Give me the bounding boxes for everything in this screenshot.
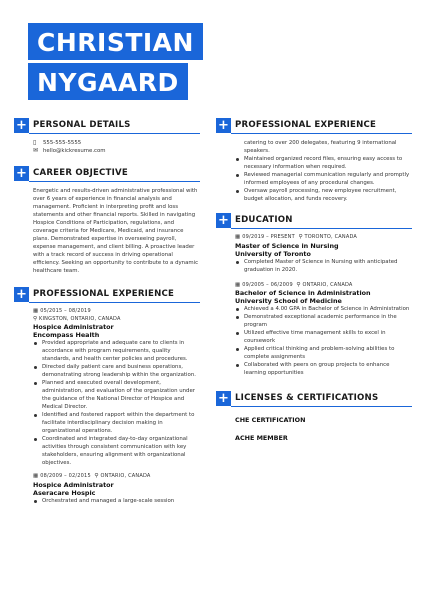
- edu-school: University School of Medicine: [235, 297, 342, 305]
- list-item: Coordinated and integrated day-to-day organizational activities through consistent communication with key stakeholders, ensuring alignment with organizational objectives.: [33, 435, 200, 467]
- section-career-objective: [14, 166, 200, 182]
- plus-icon: +: [216, 391, 231, 406]
- right-column: [216, 118, 412, 452]
- section-title: EDUCATION: [235, 215, 293, 225]
- list-item: Completed Master of Science in Nursing with anticipated graduation in 2020.: [235, 258, 412, 274]
- section-licenses-certifications: [216, 391, 412, 407]
- objective-text: Energetic and results-driven administrative professional with over 6 years of experience in financial analysis and management. Proficient in interpreting profit and loss statements and other financial reports. Skilled in navigating Hospice Conditions of Participation, regulations, and coverage criteria for Medicare, Medicaid, and insurance plans. Demonstrated expertise in overseeing payroll, expense management, and client billing. A proactive leader with a track record of success in driving operational efficiency. Seeking an opportunity to contribute to a dynamic healthcare team.: [33, 188, 199, 274]
- list-item: Identified and fostered rapport within the department to facilitate interdisciplinary decision making in organizational operations.: [33, 411, 200, 435]
- section-title: PERSONAL DETAILS: [33, 120, 131, 130]
- certification-item: CHE CERTIFICATION: [235, 416, 306, 424]
- list-item: Oversaw payroll processing, new employee recruitment, budget allocation, and funds recovery.: [235, 187, 412, 203]
- left-column: [14, 118, 200, 505]
- phone-icon: ▯: [33, 139, 37, 146]
- section-divider: [29, 181, 200, 182]
- section-divider: [231, 133, 412, 134]
- edu-dates-location: ▦ 09/2005 – 06/2009 ⚲ ONTARIO, CANADA: [235, 281, 353, 288]
- edu-dates-location: ▦ 09/2019 – PRESENT ⚲ TORONTO, CANADA: [235, 234, 358, 240]
- location-pin-icon: ⚲: [298, 234, 303, 240]
- job-bullets-continued: [235, 139, 412, 155]
- job-role: Hospice Administrator: [33, 323, 114, 331]
- envelope-icon: ✉: [33, 147, 39, 154]
- section-personal-details: [14, 118, 200, 134]
- job-employer: Encompass Health: [33, 331, 100, 339]
- calendar-icon: ▦: [33, 308, 39, 314]
- list-item: catering to over 200 delegates, featuring 9 international speakers.: [244, 140, 397, 154]
- list-item: Collaborated with peers on group projects to enhance learning opportunities: [235, 361, 412, 377]
- email-text[interactable]: hello@kickresume.com: [43, 148, 106, 154]
- job-bullets: [33, 339, 200, 467]
- job-dates: ▦ 05/2015 – 08/2019: [33, 308, 91, 314]
- name-last: NYGAARD: [28, 63, 188, 100]
- section-title: LICENSES & CERTIFICATIONS: [235, 393, 379, 403]
- job-location: ⚲ KINGSTON, ONTARIO, CANADA: [33, 315, 121, 322]
- name-first: CHRISTIAN: [28, 23, 203, 60]
- certification-item: ACHE MEMBER: [235, 434, 288, 442]
- email-row: [33, 147, 200, 155]
- list-item: Planned and executed overall development, administration, and evaluation of the organization under the guidance of the National Director of Hospice and Medical Director.: [33, 379, 200, 411]
- plus-icon: +: [216, 118, 231, 133]
- phone-row: [33, 139, 200, 147]
- section-education: [216, 213, 412, 229]
- calendar-icon: ▦: [235, 234, 241, 240]
- edu-bullets: [235, 305, 412, 377]
- list-item: Directed daily patient care and business operations, demonstrating strong leadership within the organization.: [33, 363, 200, 379]
- calendar-icon: ▦: [235, 281, 241, 288]
- list-item: Utilized effective time management skills to excel in coursework: [235, 329, 412, 345]
- list-item: Applied critical thinking and problem-solving abilities to complete assignments: [235, 345, 412, 361]
- plus-icon: +: [14, 287, 29, 302]
- list-item: Demonstrated exceptional academic performance in the program: [235, 313, 412, 329]
- edu-degree: Master of Science in Nursing: [235, 241, 339, 250]
- location-pin-icon: ⚲: [296, 281, 301, 288]
- section-divider: [231, 406, 412, 407]
- job-bullets: [235, 155, 412, 203]
- section-divider: [29, 302, 200, 303]
- list-item: Achieved a 4.00 GPA in Bachelor of Science in Administration: [235, 305, 412, 313]
- plus-icon: +: [216, 213, 231, 228]
- calendar-icon: ▦: [33, 473, 39, 479]
- job-bullets: [33, 497, 200, 505]
- section-divider: [231, 228, 412, 229]
- section-title: PROFESSIONAL EXPERIENCE: [235, 120, 377, 130]
- section-title: CAREER OBJECTIVE: [33, 168, 128, 178]
- job-dates-location: ▦ 08/2009 – 02/2015 ⚲ ONTARIO, CANADA: [33, 473, 151, 479]
- section-divider: [29, 133, 200, 134]
- location-pin-icon: ⚲: [33, 315, 38, 322]
- section-professional-experience: [14, 287, 200, 303]
- job-employer: Aseracare Hospic: [33, 488, 96, 497]
- phone-text: 555-555-5555: [43, 140, 82, 146]
- list-item: Reviewed managerial communication regularly and promptly informed employees of any procedural changes.: [235, 171, 412, 187]
- plus-icon: +: [14, 118, 29, 133]
- list-item: Provided appropriate and adequate care to clients in accordance with program requirements, quality standards, and health center policies and procedures.: [33, 339, 200, 363]
- section-professional-experience-continued: [216, 118, 412, 134]
- edu-school: University of Toronto: [235, 249, 311, 258]
- plus-icon: +: [14, 166, 29, 181]
- location-pin-icon: ⚲: [94, 473, 99, 479]
- edu-degree: Bachelor of Science in Administration: [235, 289, 371, 297]
- job-role: Hospice Administrator: [33, 480, 114, 489]
- edu-bullets: [235, 258, 412, 274]
- list-item: Maintained organized record files, ensuring easy access to necessary information when required.: [235, 155, 412, 171]
- list-item: Orchestrated and managed a large-scale session: [33, 497, 200, 505]
- section-title: PROFESSIONAL EXPERIENCE: [33, 289, 175, 299]
